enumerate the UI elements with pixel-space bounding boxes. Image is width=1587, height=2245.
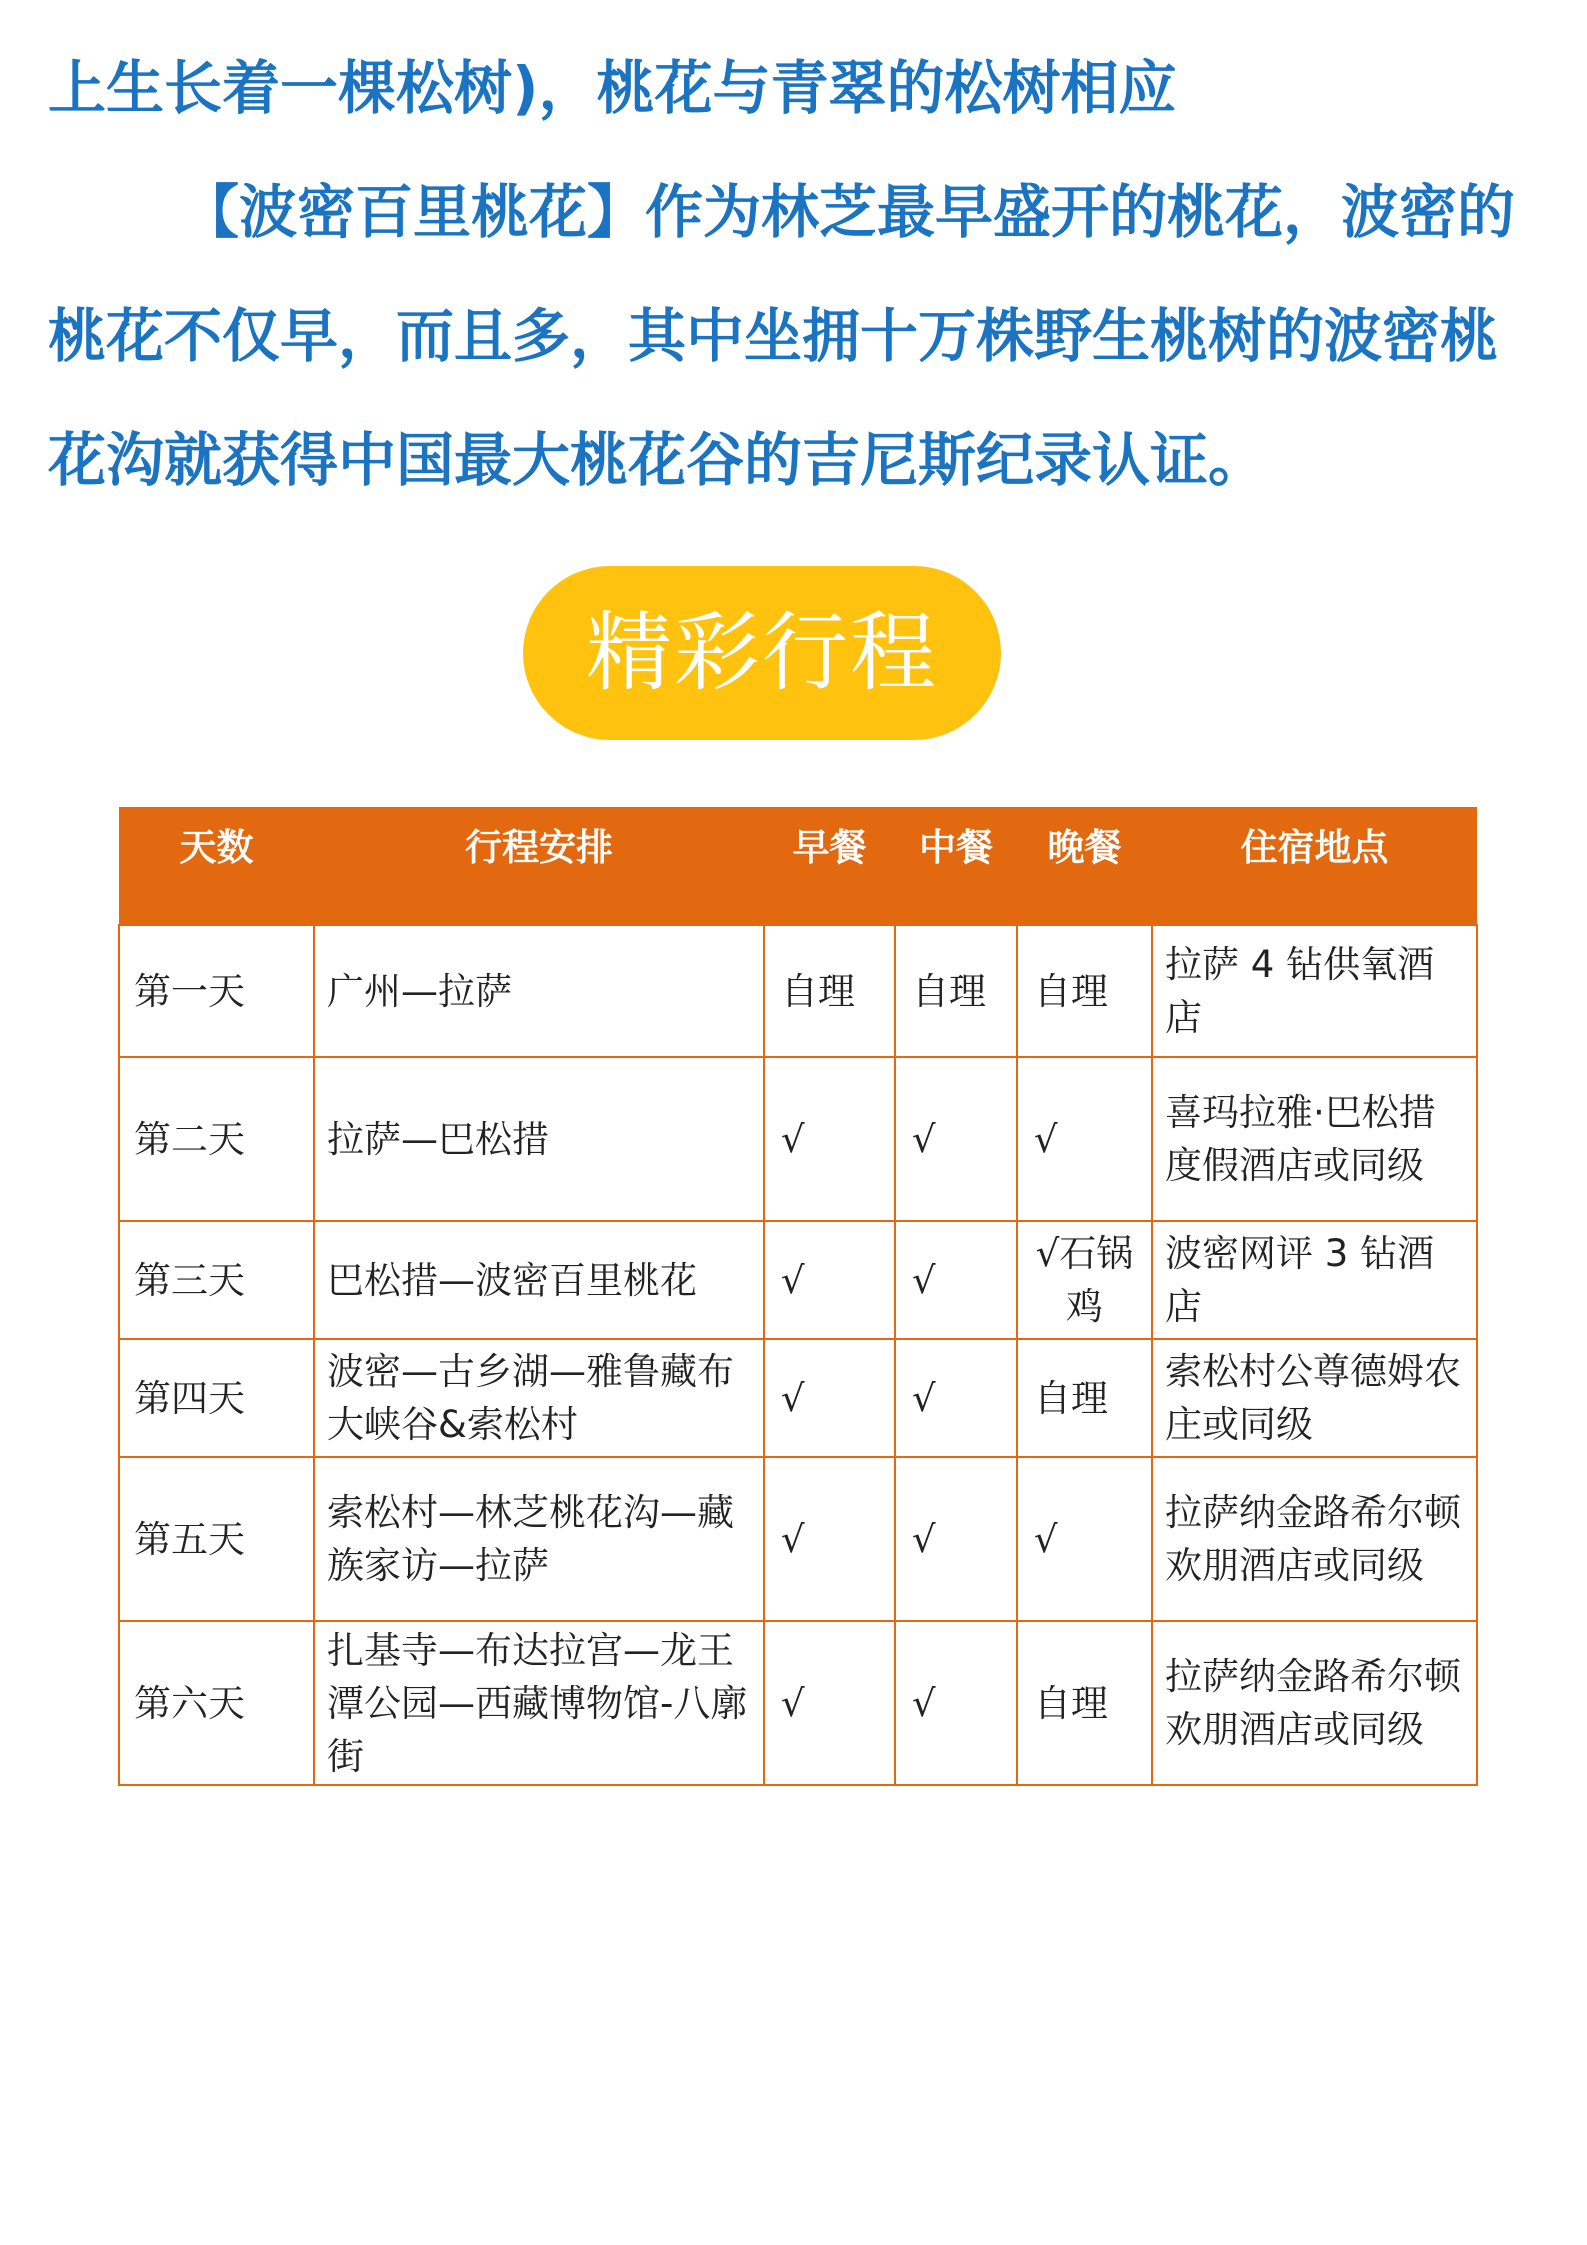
cell-dinner: 自理 — [1017, 1339, 1152, 1457]
cell-lunch: √ — [895, 1057, 1017, 1221]
table-row — [119, 1621, 1477, 1785]
cell-lunch: √ — [895, 1339, 1017, 1457]
cell-day: 第五天 — [119, 1457, 314, 1621]
cell-day: 第三天 — [119, 1221, 314, 1339]
cell-breakfast: √ — [764, 1221, 895, 1339]
intro-line-4: 花沟就获得中国最大桃花谷的吉尼斯纪录认证。 — [48, 426, 1267, 494]
cell-hotel: 喜玛拉雅·巴松措度假酒店或同级 — [1152, 1057, 1477, 1221]
cell-dinner: √ — [1017, 1057, 1152, 1221]
cell-dinner: 自理 — [1017, 925, 1152, 1057]
header-day: 天数 — [119, 807, 314, 925]
cell-day: 第六天 — [119, 1621, 314, 1785]
cell-hotel: 拉萨 4 钻供氧酒店 — [1152, 925, 1477, 1057]
table-row — [119, 925, 1477, 1057]
section-title: 精彩行程 — [523, 566, 1001, 740]
table-row — [119, 1339, 1477, 1457]
cell-route: 拉萨—巴松措 — [314, 1057, 764, 1221]
cell-day: 第一天 — [119, 925, 314, 1057]
cell-breakfast: 自理 — [764, 925, 895, 1057]
cell-lunch: 自理 — [895, 925, 1017, 1057]
cell-route: 扎基寺—布达拉宫—龙王潭公园—西藏博物馆-八廓街 — [314, 1621, 764, 1785]
cell-route: 索松村—林芝桃花沟—藏族家访—拉萨 — [314, 1457, 764, 1621]
cell-route: 巴松措—波密百里桃花 — [314, 1221, 764, 1339]
table-row — [119, 1457, 1477, 1621]
cell-lunch: √ — [895, 1621, 1017, 1785]
table-row — [119, 1221, 1477, 1339]
cell-dinner: 自理 — [1017, 1621, 1152, 1785]
cell-hotel: 拉萨纳金路希尔顿欢朋酒店或同级 — [1152, 1621, 1477, 1785]
cell-breakfast: √ — [764, 1057, 895, 1221]
cell-lunch: √ — [895, 1221, 1017, 1339]
cell-hotel: 拉萨纳金路希尔顿欢朋酒店或同级 — [1152, 1457, 1477, 1621]
cell-breakfast: √ — [764, 1339, 895, 1457]
cell-hotel: 波密网评 3 钻酒店 — [1152, 1221, 1477, 1339]
header-hotel: 住宿地点 — [1152, 807, 1477, 925]
cell-lunch: √ — [895, 1457, 1017, 1621]
itinerary-table — [118, 807, 1478, 1786]
header-lunch: 中餐 — [895, 807, 1017, 925]
intro-paragraph — [48, 40, 1548, 536]
header-breakfast: 早餐 — [764, 807, 895, 925]
cell-day: 第二天 — [119, 1057, 314, 1221]
cell-route: 广州—拉萨 — [314, 925, 764, 1057]
header-dinner: 晚餐 — [1017, 807, 1152, 925]
cell-dinner: √石锅鸡 — [1017, 1221, 1152, 1339]
cell-day: 第四天 — [119, 1339, 314, 1457]
header-route: 行程安排 — [314, 807, 764, 925]
intro-line-3: 桃花不仅早，而且多，其中坐拥十万株野生桃树的波密桃 — [48, 302, 1499, 370]
cell-breakfast: √ — [764, 1621, 895, 1785]
table-header-row — [119, 807, 1477, 925]
intro-line-2: 【波密百里桃花】作为林芝最早盛开的桃花，波密的 — [181, 178, 1516, 246]
cell-dinner: √ — [1017, 1457, 1152, 1621]
intro-line-1: 上生长着一棵松树)，桃花与青翠的松树相应 — [48, 54, 1177, 122]
cell-breakfast: √ — [764, 1457, 895, 1621]
cell-hotel: 索松村公尊德姆农庄或同级 — [1152, 1339, 1477, 1457]
table-row — [119, 1057, 1477, 1221]
cell-route: 波密—古乡湖—雅鲁藏布大峡谷&索松村 — [314, 1339, 764, 1457]
